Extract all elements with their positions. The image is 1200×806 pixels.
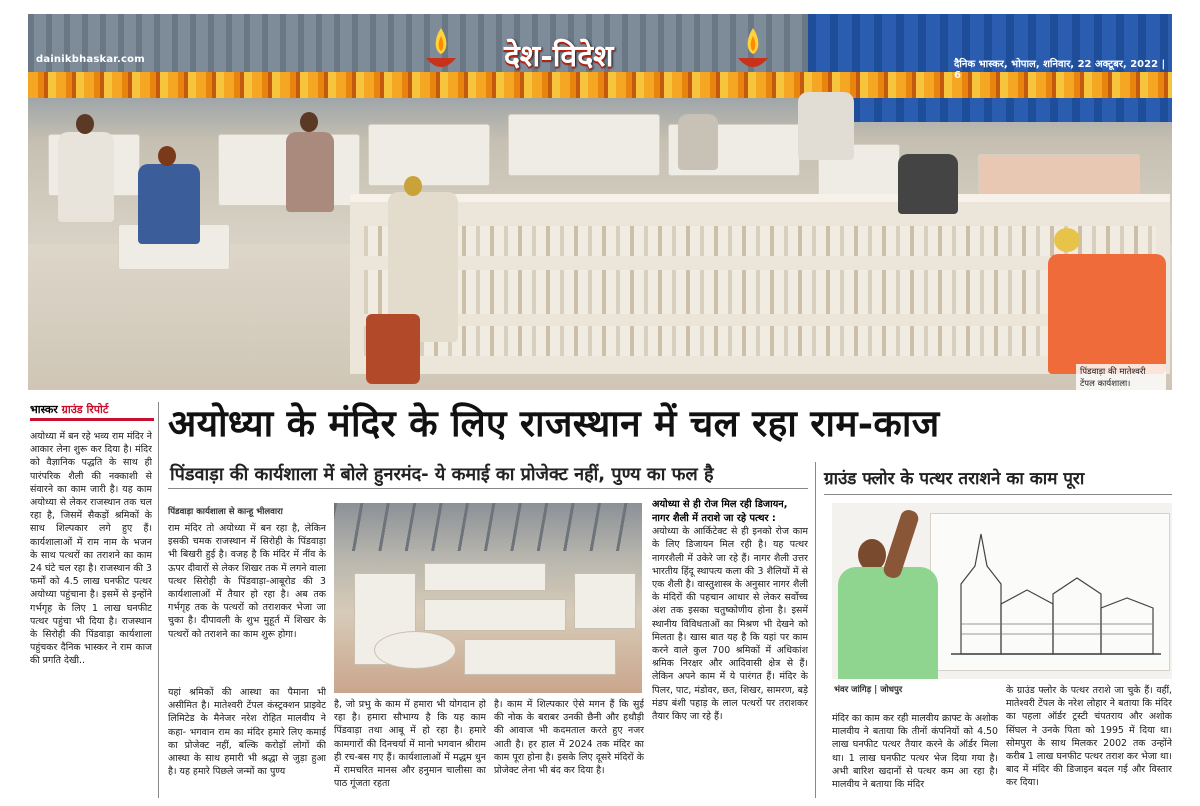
stone-block <box>368 124 490 186</box>
paragraph: के ग्राउंड फ्लोर के पत्थर तराशे जा चुके हैं। वहीं, मातेश्वरी टेंपल के नरेश लोहार ने बताया कि मंदिर का पहला ऑर्डर ट्रस्टी चंपतराय और अशोक सिंघल ने उनके पिता को 1995 में दिया था। सोमपुरा के साथ मिलकर 2002 तक उन्होंने करीब 1 लाख घनफीट पत्थर तराश कर भेजा था। बाद में मंदिर की डिजाइन बदल गई और विस्तार कर दिया। <box>1006 685 1172 789</box>
section-rule <box>168 488 808 489</box>
stone-slab <box>424 563 546 591</box>
worker-head <box>1054 228 1080 252</box>
stone-slab <box>464 639 616 675</box>
section-rule <box>824 494 1172 495</box>
architect-shirt <box>838 567 938 679</box>
stone-disc <box>374 631 456 669</box>
paragraph: राम मंदिर तो अयोध्या में बन रहा है, लेकिन इसकी चमक राजस्थान में सिरोही के पिंडवाड़ा भी बिखरी हुई है। वजह है कि मंदिर में नींव के ऊपर दीवारों से लेकर शिखर तक में लगने वाला पत्थर सिरोही के पिंडवाड़ा-आबूरोड की 3 कार्यशालाओं में तैयार हो रहा है। अब तक गर्भगृह तक के पत्थरों को तराशकर भेजा जा चुका है। दीपावली के शुभ मुहूर्त में शिखर के पत्थरों को तराशने का काम शुरू होगा। <box>168 523 326 640</box>
article-column-1a <box>168 522 326 684</box>
subheadline-left: पिंडवाड़ा की कार्यशाला में बोले हुनरमंद- ये कमाई का प्रोजेक्ट नहीं, पुण्य का फल है <box>170 464 714 485</box>
lead-paragraph <box>30 430 152 798</box>
paragraph: है। काम में शिल्पकार ऐसे मगन हैं कि सुई की नोक के बराबर उनकी छैनी और हथौड़ी की आवाज भी कदमताल करते हुए नजर आती है। हर हाल में 2024 तक मंदिर का काम पूरा होना है। इसके लिए दूसरे मंदिरों के प्रोजेक्ट लेना भी बंद कर दिया है। <box>494 699 644 777</box>
article-column-5 <box>832 712 998 800</box>
worker <box>1048 254 1166 374</box>
site-url: dainikbhaskar.com <box>36 54 145 65</box>
lead-text: अयोध्या में बन रहे भव्य राम मंदिर ने आकार लेना शुरू कर दिया है। मंदिर को वैज्ञानिक पद्धति के साथ ही पारंपरिक शैली की नक्काशी से संवारने का काम जारी है। यह काम अयोध्या से लेकर राजस्थान तक चल रहा है, जिसमें सैकड़ों श्रमिकों के साथ शिल्पकार लगे हुए हैं। कार्यशालाओं में राम नाम के भजन के साथ पत्थरों का तराशने का काम 24 घंटे चल रहा है। राजस्थान की 3 फर्मों को 4.5 लाख घनफीट पत्थर अयोध्या पहुंचाना है। इसमें से इन्होंने गर्भगृह के लिए 1 लाख घनफीट पत्थर पहुंचा भी दिया है। राजस्थान के सिरोही की पिंडवाड़ा कार्यशाला पहुंचकर दैनिक भास्कर ने राम काज की प्रगति देखी.. <box>30 431 152 667</box>
column-4-body-wrap <box>652 525 808 775</box>
diya-icon <box>736 26 770 74</box>
column-rule <box>158 402 159 798</box>
paragraph: है, जो प्रभु के काम में हमारा भी योगदान हो रहा है। हमारा सौभाग्य है कि यह काम पिंडवाड़ा तथा आबू में हो रहा है। हमारे कामगारों की दिनचर्या में मानो भगवान श्रीराम ही रच-बस गए हैं। कार्यशालाओं में मद्धम धुन में रामचरित मानस और हनुमान चालीसा का पाठ गूंजता रहता <box>334 699 486 790</box>
article-column-2 <box>334 698 486 798</box>
byline: पिंडवाड़ा कार्यशाला से कान्हू भीलवारा <box>168 507 283 517</box>
header-photo <box>28 14 1172 390</box>
worker <box>58 132 114 222</box>
worker <box>678 114 718 170</box>
carving-band <box>364 326 1156 356</box>
carved-slab <box>350 194 1170 374</box>
tag-label: ग्राउंड रिपोर्ट <box>61 403 109 416</box>
paragraph: यहां श्रमिकों की आस्था का पैमाना भी असीमित है। मातेश्वरी टेंपल कंस्ट्रक्शन प्राइवेट लिमिटेड के मैनेजर नरेश रोहित मालवीय ने कहा- भगवान राम का मंदिर हमारे लिए कमाई का प्रोजेक्ट नहीं, बल्कि करोड़ों लोगों की आस्था के साथ हमारी भी श्रद्धा से जुड़ा हुआ है। यह हमारे पिछले जन्मों का पुण्य <box>168 687 326 778</box>
ground-report-tag <box>30 402 108 417</box>
worker-head <box>404 176 422 196</box>
stone-block <box>508 114 660 176</box>
subheadline-right: ग्राउंड फ्लोर के पत्थर तराशने का काम पूरा <box>824 469 1085 489</box>
worker-head <box>158 146 176 166</box>
paper-dateline: दैनिक भास्कर, भोपाल, शनिवार, 22 अक्टूबर, 2022 | 6 <box>954 59 1166 81</box>
diya-icon <box>424 26 458 74</box>
stone-stack <box>574 573 636 629</box>
photo-caption: पिंडवाड़ा की मातेश्वरी टेंपल कार्यशाला। <box>1076 364 1166 390</box>
carving-band <box>364 270 1156 314</box>
stone-slab <box>424 599 566 631</box>
paragraph: मंदिर का काम कर रही मालवीय क्राफ्ट के अशोक मालवीय ने बताया कि तीनों कंपनियों को 4.50 लाख घनफीट पत्थर तैयार करने के ऑर्डर मिला था। 1 लाख घनफीट पत्थर भेज दिया गया है। अभी बारिश खदानों से पत्थर कम आ रहा है। मालवीय ने बताया कि मंदिर <box>832 713 998 791</box>
article-column-6 <box>1006 684 1172 800</box>
article-column-1b <box>168 686 326 798</box>
article-column-4 <box>652 498 808 798</box>
section-title: देश-विदेश <box>504 39 614 74</box>
photo-credit: भंवर जांगिड़ | जोधपुर <box>834 685 903 695</box>
temple-sketch <box>930 513 1170 671</box>
stool <box>366 314 420 384</box>
paragraph: अयोध्या के आर्किटेक्ट से ही इनको रोज काम के लिए डिजायन मिल रही है। यह पत्थर नागरशैली में उकेरे जा रहे हैं। नागर शैली उत्तर भारतीय हिंदू स्थापत्य कला की 3 शैलियों में से एक शैली है। वास्तुशास्त्र के अनुसार नागर शैली के मंदिरों की पहचान आधार से लेकर सर्वोच्च अंश तक इसका चतुष्कोणीय होना है। इसमें स्थानीय विविधताओं का मिश्रण भी देखने को मिलता है। खास बात यह है कि यहां पर काम करने वाले कुल 700 श्रमिकों में अधिकांश श्रमिक निरक्षर और आदिवासी क्षेत्र से हैं। लेकिन अपने काम में ये पारंगत हैं। मंदिर के पिलर, पाट, मंडोवर, छत, शिखर, सामरण, बड़े मंडप बंशी पहाड़ के लाल पत्थरों पर तराशकर तैयार किए जा रहे हैं। <box>652 526 808 723</box>
tag-brand: भास्कर <box>30 403 58 416</box>
worker <box>286 132 334 212</box>
roof-truss <box>334 503 642 551</box>
worker-head <box>76 114 94 134</box>
warehouse-photo <box>334 503 642 693</box>
tag-underline <box>30 418 154 421</box>
worker-head <box>300 112 318 132</box>
article-column-3 <box>494 698 644 798</box>
worker <box>138 164 200 244</box>
worker <box>798 92 854 160</box>
carving-band <box>364 226 1156 256</box>
architect-photo <box>832 503 1172 679</box>
temple-drawing-icon <box>931 514 1169 670</box>
worker <box>898 154 958 214</box>
column-4-heading: अयोध्या से ही रोज मिल रही डिजायन, नागर शैली में तराशे जा रहे पत्थर : <box>652 499 788 524</box>
column-rule <box>815 462 816 798</box>
main-headline: अयोध्या के मंदिर के लिए राजस्थान में चल रहा राम-काज <box>168 401 940 445</box>
